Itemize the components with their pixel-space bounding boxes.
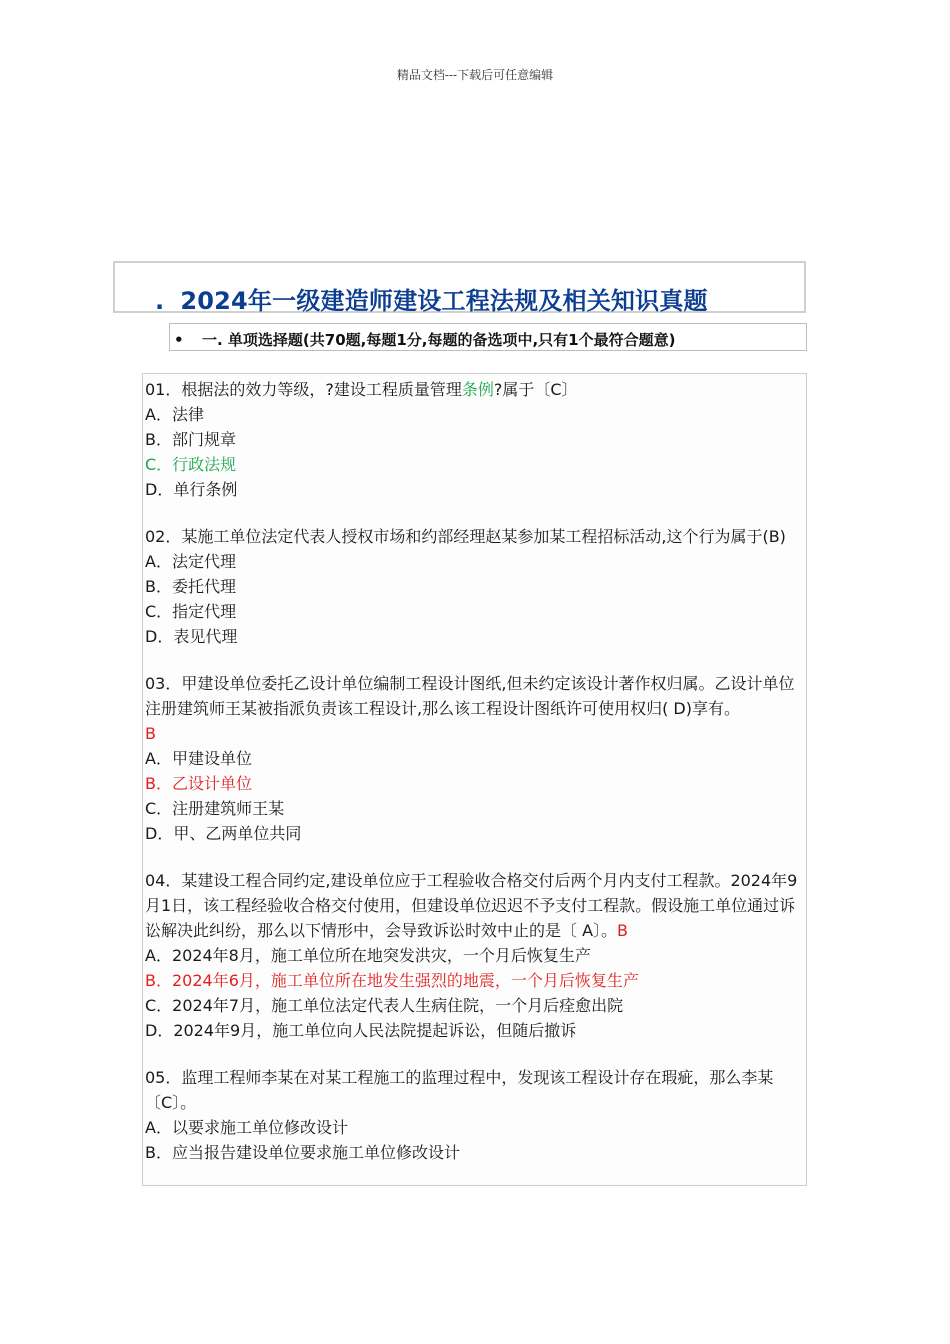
section-heading-box (169, 323, 807, 351)
page-header: 精品文档---下载后可任意编辑 (396, 68, 554, 82)
option-c: C．注册建筑师王某 (145, 799, 285, 818)
question-02 (143, 524, 806, 649)
spacer (143, 502, 806, 524)
question-stem: 03．甲建设单位委托乙设计单位编制工程设计图纸,但未约定该设计著作权归属。乙设计单位注册建筑师王某被指派负责该工程设计,那么该工程设计图纸许可使用权归( D)享有。 (145, 674, 795, 718)
question-01 (143, 377, 806, 502)
question-stem: 05．监理工程师李某在对某工程施工的监理过程中，发现该工程设计存在瑕疵，那么李某〔C〕。 (145, 1068, 774, 1112)
question-04 (143, 868, 806, 1043)
option-b: B．委托代理 (145, 577, 236, 596)
question-stem (145, 377, 802, 402)
question-05 (143, 1065, 806, 1165)
option-b: B．乙设计单位 (145, 774, 252, 793)
title-text: 2024年一级建造师建设工程法规及相关知识真题 (180, 287, 708, 315)
document-title (155, 281, 708, 316)
stem-text: 01．根据法的效力等级，?建设工程质量管理 (145, 380, 462, 399)
section-bullet: • (174, 331, 184, 349)
option-b: B．部门规章 (145, 430, 236, 449)
section-heading (174, 329, 675, 350)
option-d: D．表见代理 (145, 627, 238, 646)
answer-mark: B (145, 724, 156, 743)
questions-panel (142, 373, 807, 1186)
option-b: B．应当报告建设单位要求施工单位修改设计 (145, 1143, 460, 1162)
section-heading-text: 一. 单项选择题(共70题,每题1分,每题的备选项中,只有1个最符合题意) (202, 331, 676, 349)
spacer (143, 1043, 806, 1065)
answer-mark: B (617, 921, 629, 940)
spacer (143, 649, 806, 671)
option-c: C．2024年7月，施工单位法定代表人生病住院，一个月后痊愈出院 (145, 996, 624, 1015)
option-d: D．甲、乙两单位共同 (145, 824, 302, 843)
highlighted-term: 条例 (461, 380, 494, 399)
question-03 (143, 671, 806, 846)
option-b: B．2024年6月，施工单位所在地发生强烈的地震，一个月后恢复生产 (145, 971, 639, 990)
title-box (113, 261, 806, 313)
option-d: D．2024年9月，施工单位向人民法院提起诉讼，但随后撤诉 (145, 1021, 577, 1040)
option-c: C．指定代理 (145, 602, 237, 621)
option-a: A．法律 (145, 405, 204, 424)
stem-text: 04．某建设工程合同约定,建设单位应于工程验收合格交付后两个月内支付工程款。2024年9月1日，该工程经验收合格交付使用，但建设单位迟迟不予支付工程款。假设施工单位通过诉讼解决此纠纷，那么以下情形中，会导致诉讼时效中止的是〔 A〕。 (145, 871, 798, 940)
title-bullet: . (155, 287, 165, 315)
option-c: C．行政法规 (145, 455, 237, 474)
question-stem: 02．某施工单位法定代表人授权市场和约部经理赵某参加某工程招标活动,这个行为属于(B) (145, 527, 786, 546)
option-a: A．以要求施工单位修改设计 (145, 1118, 348, 1137)
option-d: D．单行条例 (145, 480, 238, 499)
option-a: A．甲建设单位 (145, 749, 252, 768)
stem-text: ?属于〔C〕 (493, 380, 578, 399)
option-a: A．2024年8月，施工单位所在地突发洪灾，一个月后恢复生产 (145, 946, 591, 965)
question-stem (145, 868, 802, 943)
option-a: A．法定代理 (145, 552, 236, 571)
spacer (143, 846, 806, 868)
